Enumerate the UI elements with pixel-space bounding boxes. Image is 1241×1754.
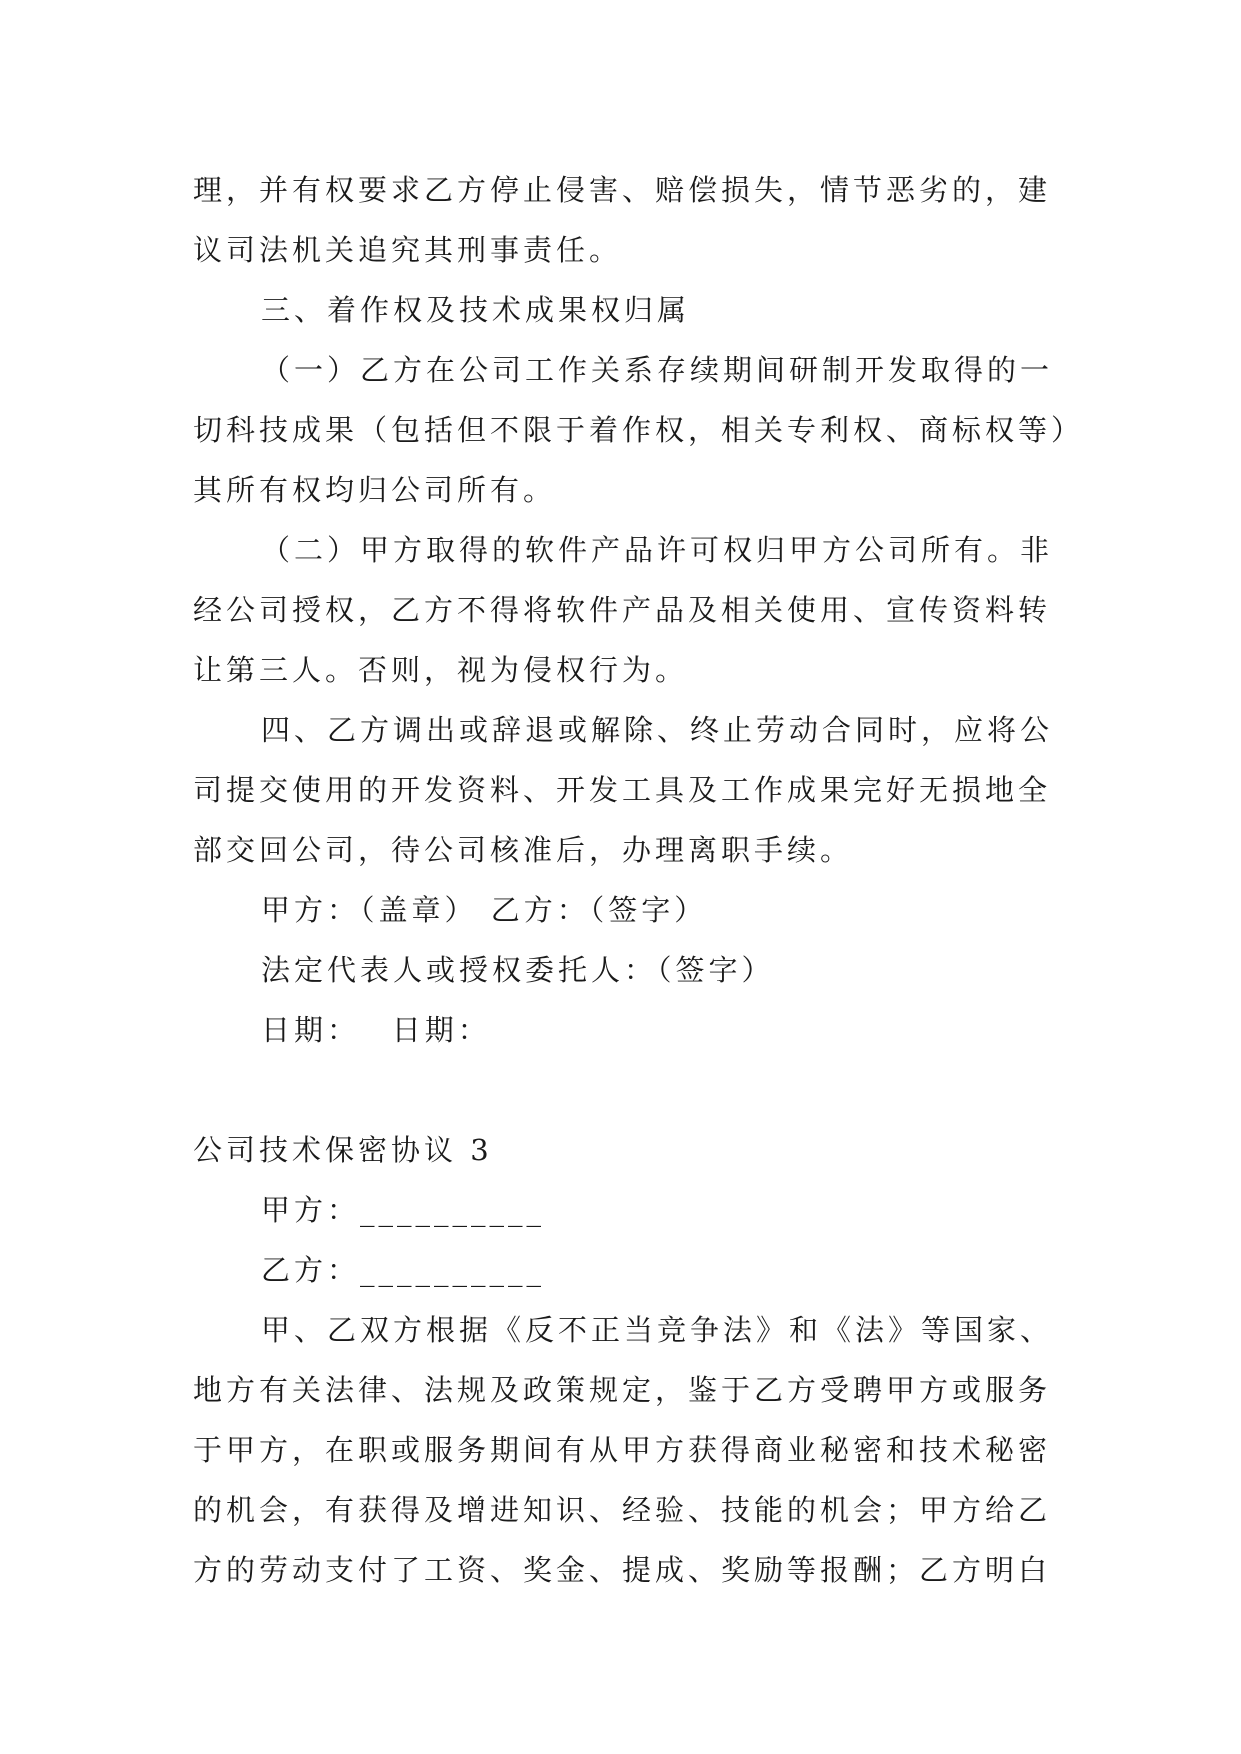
paragraph-line: 议司法机关追究其刑事责任。 bbox=[193, 233, 623, 267]
paragraph-line: （一）乙方在公司工作关系存续期间研制开发取得的一 bbox=[261, 353, 1054, 387]
signature-line: 甲方：（盖章） 乙方：（签字） bbox=[261, 893, 708, 927]
paragraph-line: 于甲方，在职或服务期间有从甲方获得商业秘密和技术秘密 bbox=[193, 1433, 1052, 1467]
signature-line: 法定代表人或授权委托人：（签字） bbox=[261, 953, 775, 987]
document-body bbox=[193, 160, 1085, 1600]
paragraph-line: 让第三人。否则，视为侵权行为。 bbox=[193, 653, 689, 687]
paragraph-line: 经公司授权，乙方不得将软件产品及相关使用、宣传资料转 bbox=[193, 593, 1052, 627]
paragraph-line: 部交回公司，待公司核准后，办理离职手续。 bbox=[193, 833, 854, 867]
party-a-line: 甲方：__________ bbox=[261, 1193, 546, 1227]
paragraph-line: 甲、乙双方根据《反不正当竞争法》和《法》等国家、 bbox=[261, 1313, 1054, 1347]
section-heading: 三、着作权及技术成果权归属 bbox=[261, 293, 691, 327]
paragraph-line: 的机会，有获得及增进知识、经验、技能的机会；甲方给乙 bbox=[193, 1493, 1052, 1527]
date-line: 日期： 日期： bbox=[261, 1013, 491, 1047]
paragraph-line: 地方有关法律、法规及政策规定，鉴于乙方受聘甲方或服务 bbox=[193, 1373, 1052, 1407]
party-b-line: 乙方：__________ bbox=[261, 1253, 546, 1287]
paragraph-line: 司提交使用的开发资料、开发工具及工作成果完好无损地全 bbox=[193, 773, 1052, 807]
paragraph-line: 其所有权均归公司所有。 bbox=[193, 473, 557, 507]
document-title: 公司技术保密协议 3 bbox=[193, 1133, 493, 1167]
paragraph-line: 四、乙方调出或辞退或解除、终止劳动合同时，应将公 bbox=[261, 713, 1054, 747]
paragraph-line: 方的劳动支付了工资、奖金、提成、奖励等报酬；乙方明白 bbox=[193, 1553, 1052, 1587]
paragraph-line: 理，并有权要求乙方停止侵害、赔偿损失，情节恶劣的，建 bbox=[193, 173, 1052, 207]
paragraph-line: 切科技成果（包括但不限于着作权，相关专利权、商标权等） bbox=[193, 413, 1085, 447]
paragraph-line: （二）甲方取得的软件产品许可权归甲方公司所有。非 bbox=[261, 533, 1054, 567]
section-gap bbox=[193, 1060, 1053, 1120]
